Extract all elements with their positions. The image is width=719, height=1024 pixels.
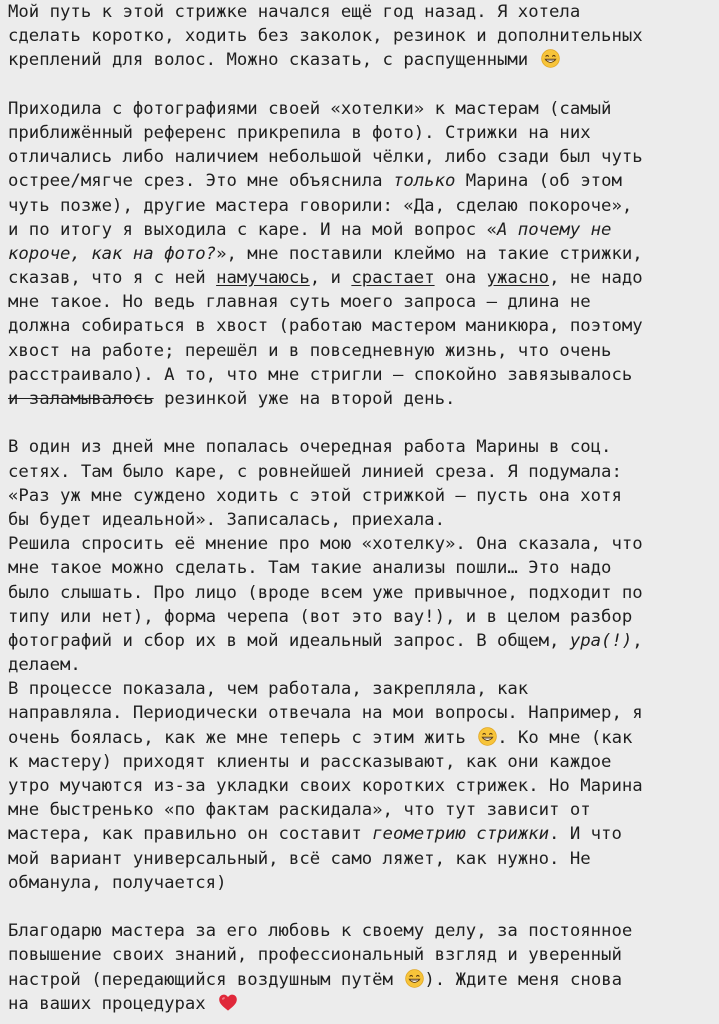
- paragraph-intro: [8, 0, 716, 73]
- text-line: делаем.: [8, 655, 81, 676]
- text-line: бы будет идеальной». Записалась, приехала.: [8, 509, 445, 530]
- text-line: В процессе показала, чем работала, закрепляла, как: [8, 679, 529, 700]
- text-line: было слышать. Про лицо (вроде всем уже привычное, подходит по: [8, 582, 643, 603]
- text-line: сказав, что я с ней намучаюсь, и срастает она ужасно, не надо: [8, 268, 643, 289]
- review-text: [8, 0, 716, 1016]
- text-line: креплений для волос. Можно сказать, с распущенными: [8, 48, 716, 72]
- text-line: направляла. Периодически отвечала на мои вопросы. Например, я: [8, 703, 643, 724]
- text-line: хвост на работе; перешёл и в повседневную жизнь, что очень: [8, 340, 612, 361]
- text-line: чуть позже), другие мастера говорили: «Да, сделаю покороче»,: [8, 195, 633, 216]
- text-line: очень боялась, как же мне теперь с этим жить . Ко мне (как: [8, 727, 633, 748]
- text-line: мастера, как правильно он составит геометрию стрижки. И что: [8, 824, 622, 845]
- text-line: типу или нет), форма черепа (вот это вау!), и в целом разбор: [8, 606, 633, 627]
- grinning-face-emoji-icon: [541, 49, 560, 68]
- text-line: острее/мягче срез. Это мне объяснила только Марина (об этом: [8, 171, 622, 192]
- text-line: к мастеру) приходят клиенты и рассказывают, как они каждое: [8, 751, 612, 772]
- text-line: мне быстренько «по фактам раскидала», что тут зависит от: [8, 800, 591, 821]
- text-line: приближённый референс прикрепила в фото). Стрижки на них: [8, 122, 591, 143]
- paragraph-visit: [8, 435, 716, 895]
- text-line: утро мучаются из-за укладки своих коротких стрижек. Но Марина: [8, 776, 643, 796]
- grinning-face-emoji-icon: [405, 969, 424, 988]
- text-line: короче, как на фото?», мне поставили клеймо на такие стрижки,: [8, 243, 643, 264]
- text-line: настрой (передающийся воздушным путём ). Ждите меня снова: [8, 969, 623, 990]
- text-line: и по итогу я выходила с каре. И на мой вопрос «А почему не: [8, 219, 612, 240]
- text-line: Мой путь к этой стрижке начался ещё год назад. Я хотела: [8, 2, 581, 22]
- text-line: и заламывалось резинкой уже на второй день.: [8, 389, 456, 409]
- text-line: мой вариант универсальный, всё само ляжет, как нужно. Не: [8, 848, 591, 869]
- text-line: фотографий и сбор их в мой идеальный запрос. В общем, ура(!),: [8, 630, 643, 651]
- text-line: Благодарю мастера за его любовь к своему делу, за постоянное: [8, 921, 633, 942]
- text-line: обманула, получается): [8, 872, 227, 893]
- text-line: повышение своих знаний, профессиональный взгляд и уверенный: [8, 945, 622, 966]
- text-line: на ваших процедурах: [8, 992, 716, 1016]
- text-line: «Раз уж мне суждено ходить с этой стрижкой — пусть она хотя: [8, 485, 622, 506]
- paragraph-thanks: [8, 919, 716, 1016]
- paragraph-references: [8, 97, 716, 411]
- text-line: сделать коротко, ходить без заколок, резинок и дополнительных: [8, 26, 643, 47]
- text-line: сетях. Там было каре, с ровнейшей линией среза. Я подумала:: [8, 461, 622, 482]
- grinning-face-emoji-icon: [478, 727, 497, 746]
- text-line: отличались либо наличием небольшой чёлки, либо сзади был чуть: [8, 147, 643, 168]
- text-line: В один из дней мне попалась очередная работа Марины в соц.: [8, 437, 612, 458]
- text-line: расстраивало). А то, что мне стригли — спокойно завязывалось: [8, 364, 633, 385]
- text-line: должна собираться в хвост (работаю мастером маникюра, поэтому: [8, 316, 643, 337]
- text-line: мне такое. Но ведь главная суть моего запроса — длина не: [8, 292, 591, 313]
- text-line: Решила спросить её мнение про мою «хотелку». Она сказала, что: [8, 534, 643, 555]
- red-heart-emoji-icon: [218, 993, 238, 1012]
- text-line: Приходила с фотографиями своей «хотелки» к мастерам (самый: [8, 98, 612, 119]
- text-line: мне такое можно сделать. Там такие анализы пошли… Это надо: [8, 558, 612, 579]
